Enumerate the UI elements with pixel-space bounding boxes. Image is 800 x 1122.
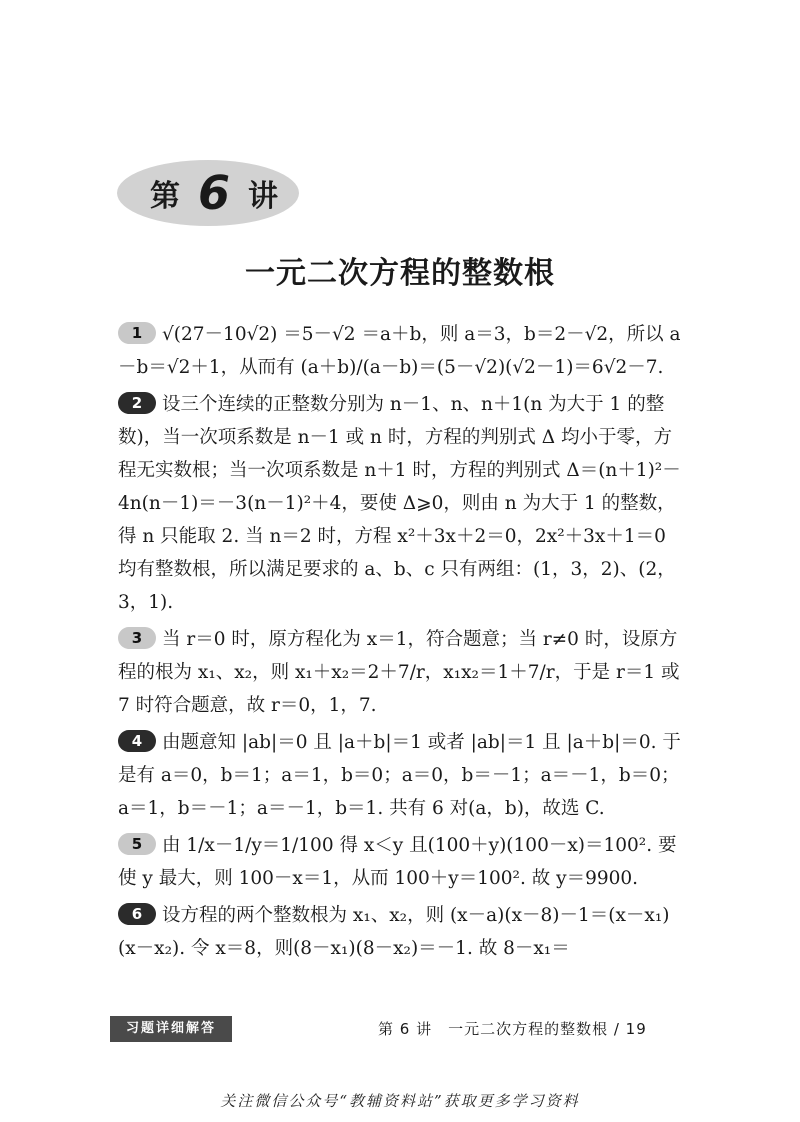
problem-number-badge: 4 bbox=[118, 730, 156, 752]
solution-paragraph bbox=[118, 388, 684, 619]
solution-paragraph bbox=[118, 726, 684, 825]
running-footer: 第 6 讲 一元二次方程的整数根 / 19 bbox=[378, 1020, 647, 1038]
solution-paragraph bbox=[118, 899, 684, 965]
solution-text: 当 r＝0 时，原方程化为 x＝1，符合题意；当 r≠0 时，设原方程的根为 x₁、x₂，则 x₁＋x₂＝2＋7/r，x₁x₂＝1＋7/r，于是 r＝1 或 7 时符合题意，故 r＝0，1，7. bbox=[118, 629, 680, 716]
solution-text: 设方程的两个整数根为 x₁、x₂，则 (x－a)(x－8)－1＝(x－x₁)(x－x₂). 令 x＝8，则(8－x₁)(8－x₂)＝－1. 故 8－x₁＝ bbox=[118, 905, 670, 959]
solution-text: 设三个连续的正整数分别为 n－1、n、n＋1(n 为大于 1 的整数)，当一次项系数是 n－1 或 n 时，方程的判别式 Δ 均小于零，方程无实数根；当一次项系数是 n＋1 时，方程的判别式 Δ＝(n＋1)²－4n(n－1)＝－3(n－1)²＋4，要使 Δ⩾0，则由 n 为大于 1 的整数，得 n 只能取 2. 当 n＝2 时，方程 x²＋3x＋2＝0，2x²＋3x＋1＝0 均有整数根，所以满足要求的 a、b、c 只有两组：(1，3，2)、(2，3，1). bbox=[118, 394, 681, 613]
solution-text: 由 1/x－1/y＝1/100 得 x＜y 且(100＋y)(100－x)＝100². 要使 y 最大，则 100－x＝1，从而 100＋y＝100². 故 y＝9900. bbox=[118, 835, 677, 889]
solution-paragraph bbox=[118, 623, 684, 722]
chapter-prefix: 第 bbox=[150, 179, 180, 214]
solution-paragraph bbox=[118, 829, 684, 895]
page-title: 一元二次方程的整数根 bbox=[245, 256, 555, 291]
solution-text: 由题意知 |ab|＝0 且 |a＋b|＝1 或者 |ab|＝1 且 |a＋b|＝0. 于是有 a＝0，b＝1；a＝1，b＝0；a＝0，b＝－1；a＝－1，b＝0；a＝1，b＝－1；a＝－1，b＝1. 共有 6 对(a，b)，故选 C. bbox=[118, 732, 681, 819]
chapter-number: 6 bbox=[198, 166, 231, 220]
solution-text: √(27－10√2) ＝5－√2 ＝a＋b，则 a＝3，b＝2－√2，所以 a－b＝√2＋1，从而有 (a＋b)/(a－b)＝(5－√2)(√2－1)＝6√2－7. bbox=[118, 324, 681, 378]
solutions-content bbox=[118, 318, 684, 969]
chapter-heading bbox=[150, 168, 278, 218]
problem-number-badge: 6 bbox=[118, 903, 156, 925]
problem-number-badge: 5 bbox=[118, 833, 156, 855]
chapter-suffix: 讲 bbox=[248, 179, 279, 214]
problem-number-badge: 1 bbox=[118, 322, 156, 344]
problem-number-badge: 3 bbox=[118, 627, 156, 649]
problem-number-badge: 2 bbox=[118, 392, 156, 414]
section-label: 习题详细解答 bbox=[110, 1016, 232, 1042]
watermark-text: 关注微信公众号“教辅资料站”获取更多学习资料 bbox=[220, 1092, 580, 1110]
solution-paragraph bbox=[118, 318, 684, 384]
